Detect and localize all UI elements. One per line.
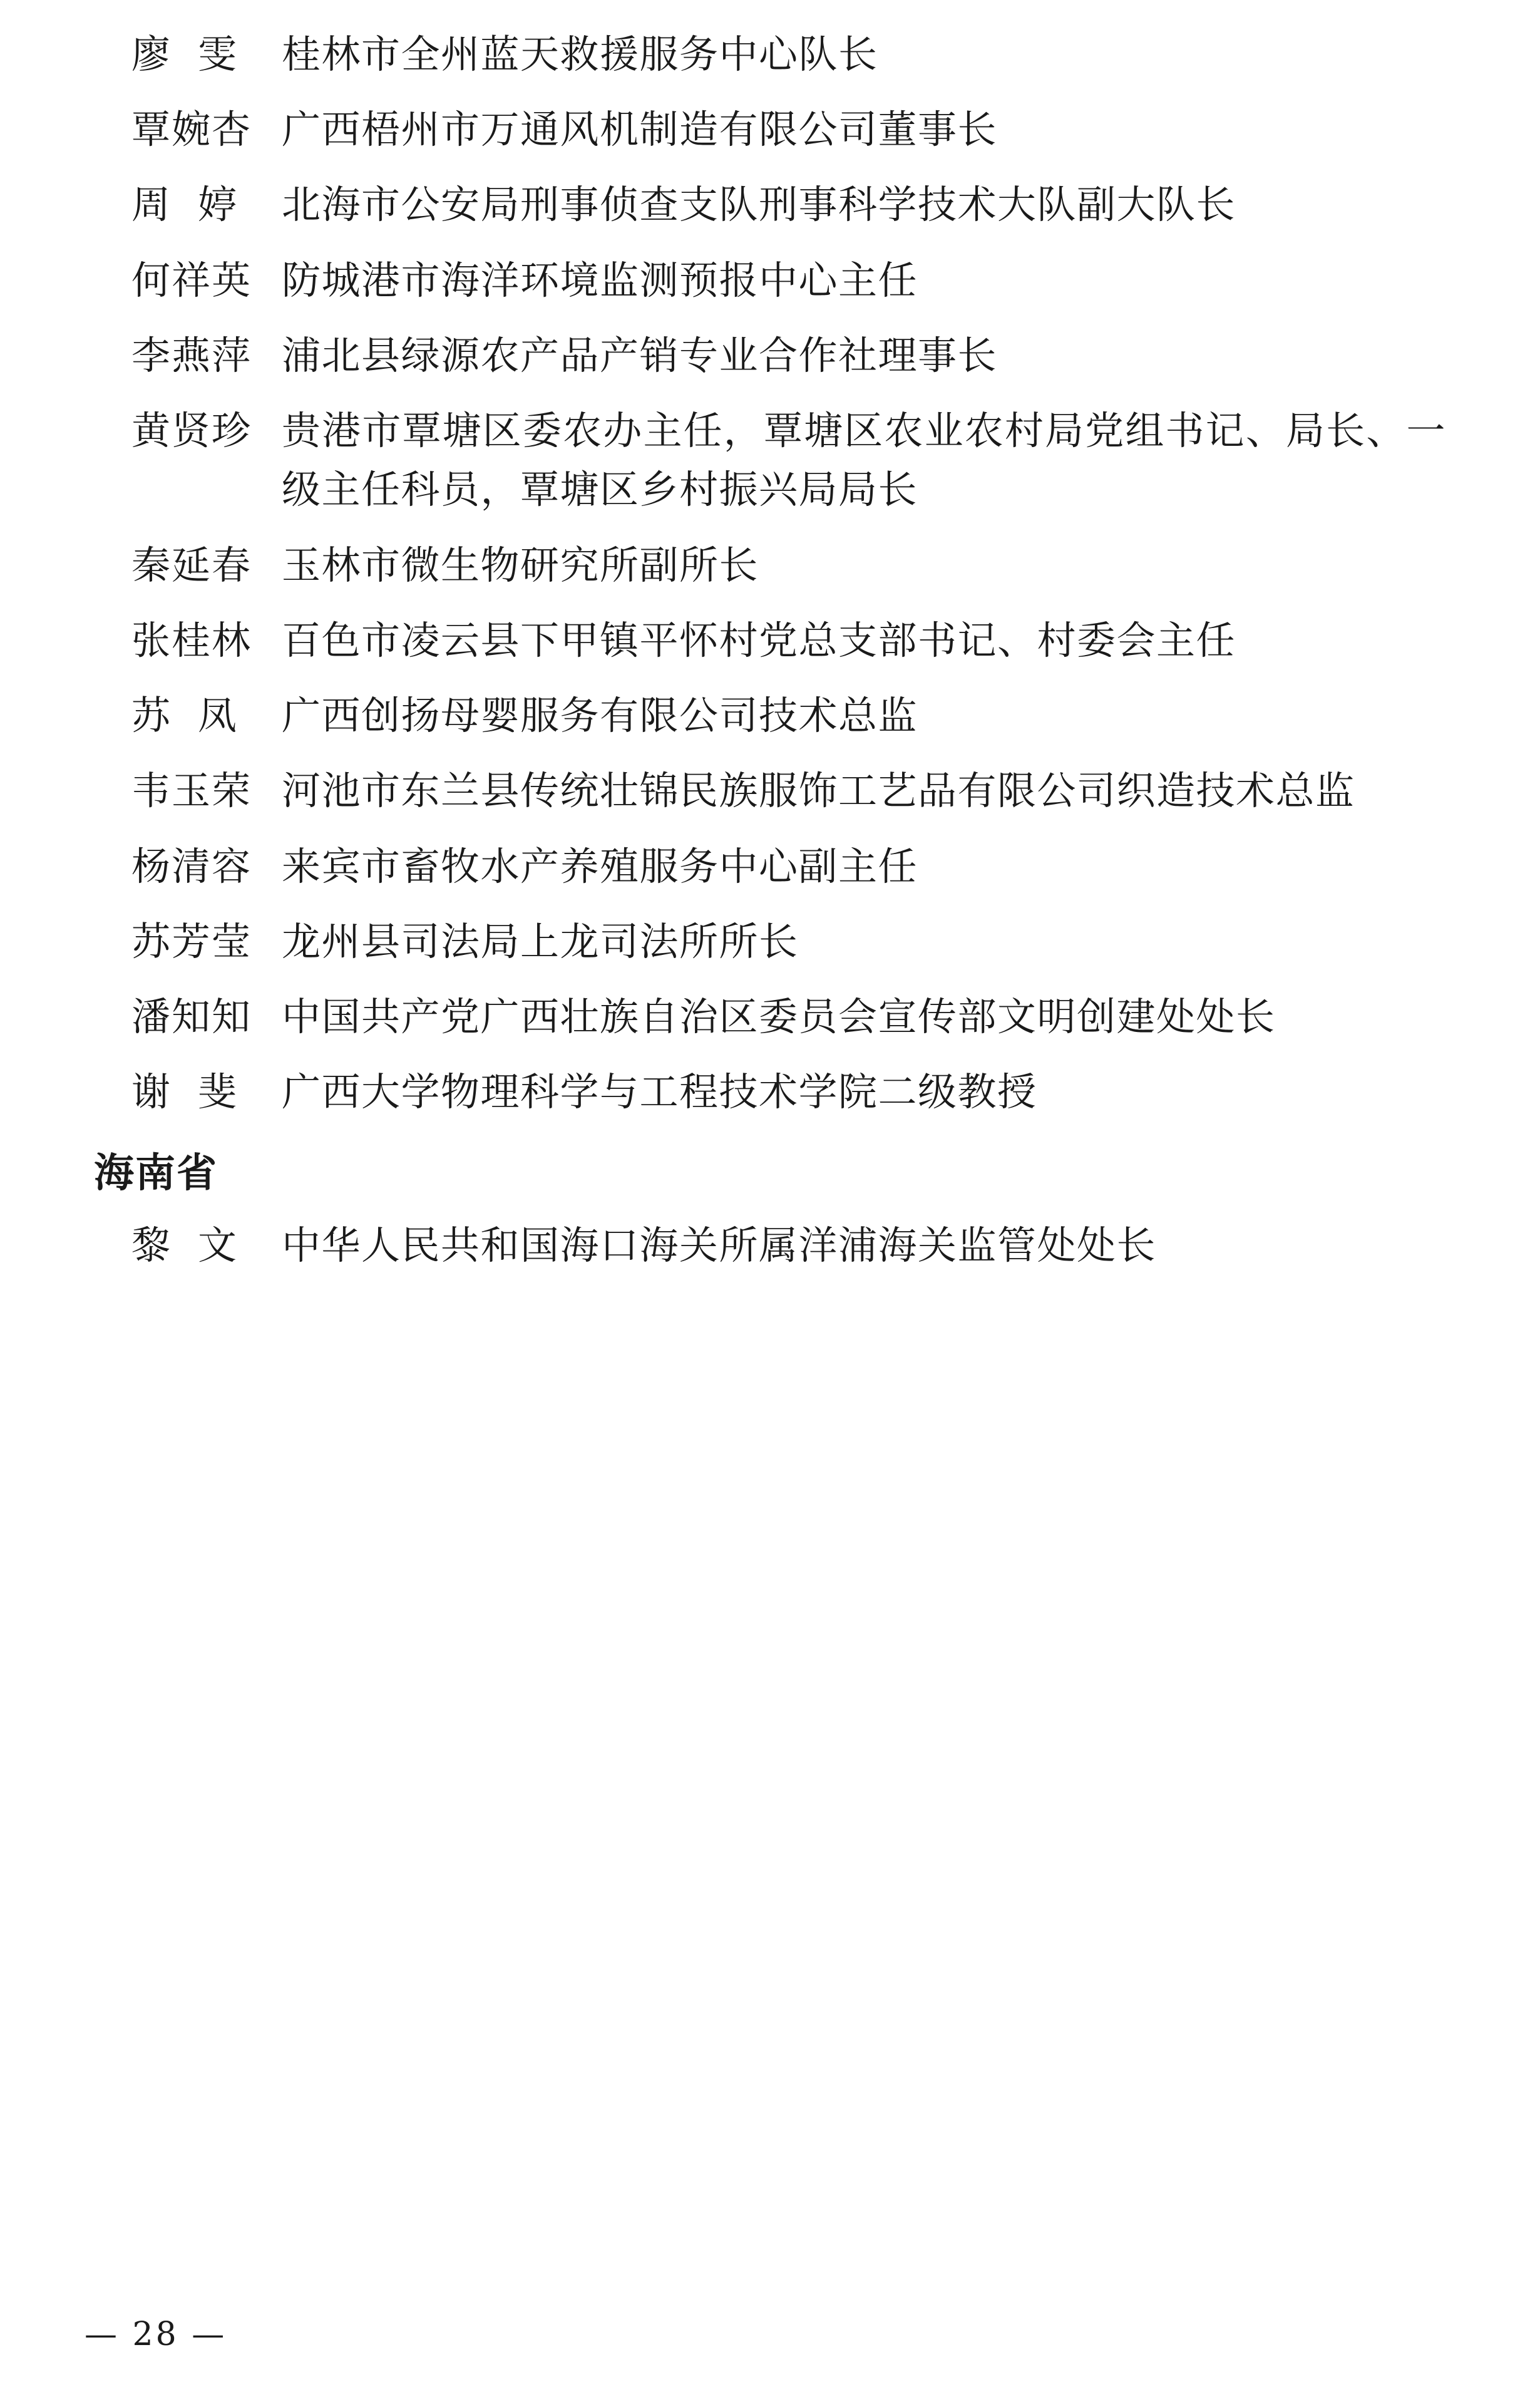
person-title: 广西大学物理科学与工程技术学院二级教授 — [282, 1069, 1037, 1115]
list-item — [94, 611, 1446, 670]
person-title: 广西创扬母婴服务有限公司技术总监 — [282, 693, 918, 739]
name-surname: 廖 — [131, 31, 172, 77]
person-name: 杨清容 — [131, 843, 252, 889]
person-name — [94, 686, 282, 745]
list-item — [94, 686, 1446, 745]
name-surname: 谢 — [131, 1069, 172, 1115]
name-given: 斐 — [197, 1069, 238, 1115]
person-name: 秦延春 — [131, 542, 252, 588]
person-title: 浦北县绿源农产品产销专业合作社理事长 — [282, 332, 998, 378]
person-title: 河池市东兰县传统壮锦民族服饰工艺品有限公司织造技术总监 — [282, 768, 1355, 814]
list-item — [94, 100, 1446, 159]
name-given: 文 — [197, 1222, 238, 1268]
person-name — [94, 175, 282, 234]
list-item — [94, 761, 1446, 820]
person-name — [94, 25, 282, 84]
person-title: 贵港市覃塘区委农办主任，覃塘区农业农村局党组书记、局长、一级主任科员，覃塘区乡村振兴局局长 — [282, 408, 1446, 513]
name-surname: 周 — [131, 182, 172, 228]
person-name — [94, 1063, 282, 1121]
list-item — [94, 175, 1446, 234]
name-given: 婷 — [197, 182, 238, 228]
person-title: 中国共产党广西壮族自治区委员会宣传部文明创建处处长 — [282, 994, 1276, 1040]
person-name: 潘知知 — [131, 994, 252, 1040]
person-name: 张桂林 — [131, 617, 252, 663]
list-item — [94, 837, 1446, 896]
person-name: 李燕萍 — [131, 332, 252, 378]
person-title: 来宾市畜牧水产养殖服务中心副主任 — [282, 843, 918, 889]
person-name: 何祥英 — [131, 257, 252, 303]
person-title: 防城港市海洋环境监测预报中心主任 — [282, 257, 918, 303]
person-title: 广西梧州市万通风机制造有限公司董事长 — [282, 106, 998, 153]
name-surname: 苏 — [131, 693, 172, 739]
page-number: — 28 — — [85, 2316, 227, 2353]
list-item — [94, 1216, 1446, 1275]
name-given: 雯 — [197, 31, 238, 77]
person-name: 苏芳莹 — [131, 918, 252, 964]
section-heading: 海南省 — [94, 1150, 218, 1197]
list-item — [94, 536, 1446, 595]
person-title: 百色市凌云县下甲镇平怀村党总支部书记、村委会主任 — [282, 617, 1236, 663]
person-name: 黄贤珍 — [131, 408, 252, 454]
list-item — [94, 987, 1446, 1046]
name-given: 凤 — [197, 693, 238, 739]
list-item — [94, 251, 1446, 310]
person-title: 中华人民共和国海口海关所属洋浦海关监管处处长 — [282, 1222, 1157, 1268]
person-title: 龙州县司法局上龙司法所所长 — [282, 918, 799, 964]
list-item — [94, 912, 1446, 971]
person-title: 桂林市全州蓝天救援服务中心队长 — [282, 31, 878, 77]
list-item — [94, 326, 1446, 385]
person-title: 北海市公安局刑事侦查支队刑事科学技术大队副大队长 — [282, 182, 1236, 228]
person-name: 韦玉荣 — [131, 768, 252, 814]
person-title: 玉林市微生物研究所副所长 — [282, 542, 759, 588]
list-item — [94, 401, 1446, 519]
list-item — [94, 1063, 1446, 1121]
list-item — [94, 25, 1446, 84]
name-surname: 黎 — [131, 1222, 172, 1268]
person-name — [94, 1216, 282, 1275]
section-entry-list — [94, 1216, 1446, 1275]
person-name: 覃婉杏 — [131, 106, 252, 153]
entry-list — [94, 25, 1446, 1122]
